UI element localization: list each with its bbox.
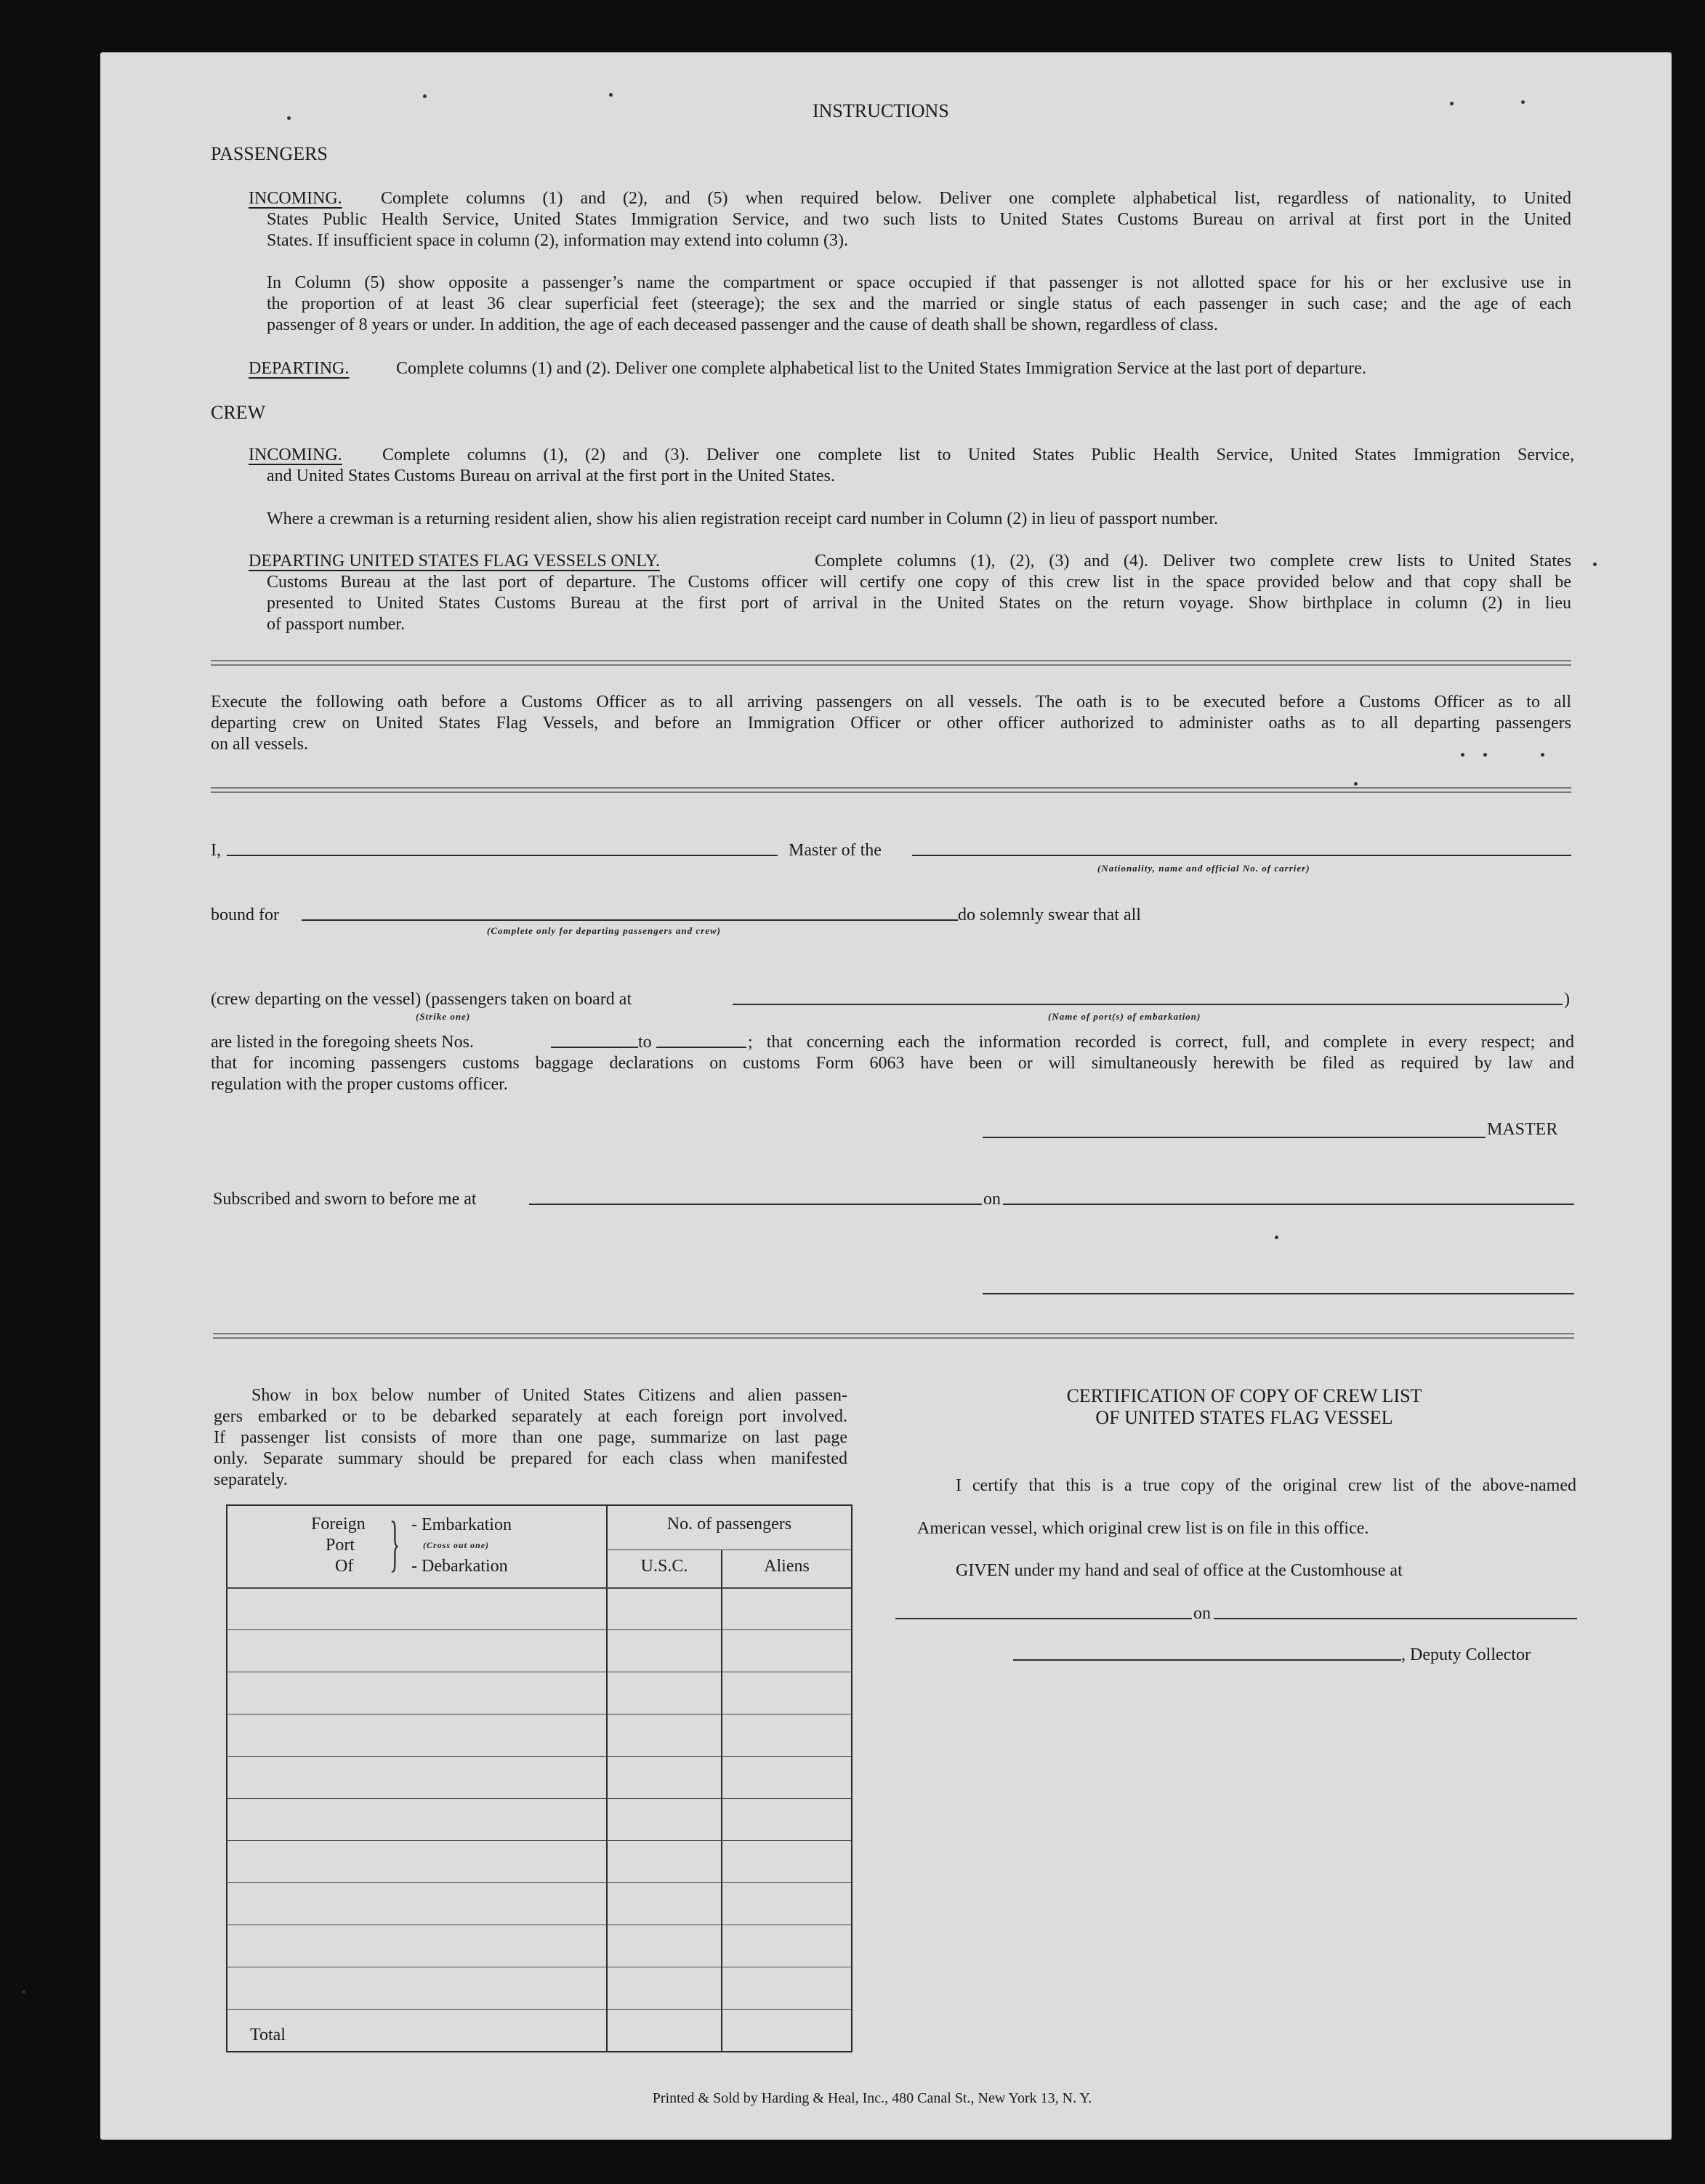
divider bbox=[211, 660, 1571, 666]
oath-i-label: I, bbox=[211, 841, 221, 860]
passengers-incoming-line1: Complete columns (1) and (2), and (5) when required below. Deliver one complete alphabetical list, regardless of nationality, to United bbox=[381, 189, 1571, 208]
scan-speck bbox=[1275, 1236, 1278, 1239]
master-of-the-label: Master of the bbox=[789, 841, 882, 860]
cert-date-field[interactable] bbox=[1214, 1618, 1577, 1619]
table-column-divider bbox=[606, 1504, 608, 2051]
passengers-incoming-line2: States Public Health Service, United States Immigration Service, and two such lists to United States Customs Bureau on arrival at first port in the United bbox=[267, 210, 1571, 229]
master-signature-field[interactable] bbox=[983, 1137, 1486, 1138]
debarkation-label: - Debarkation bbox=[411, 1557, 508, 1576]
summary-line4: only. Separate summary should be prepared for each class when manifested bbox=[214, 1449, 847, 1468]
to-label: to bbox=[638, 1033, 652, 1052]
summary-line2: gers embarked or to be debarked separately at each foreign port involved. bbox=[214, 1407, 847, 1426]
scan-speck bbox=[1521, 100, 1525, 104]
embarkation-label: - Embarkation bbox=[411, 1515, 512, 1534]
total-label: Total bbox=[250, 2026, 286, 2044]
table-row bbox=[226, 1798, 851, 1799]
crew-departing-line2: Customs Bureau at the last port of departure. The Customs officer will certify one copy of this crew list in the space provided below and that copy shall be bbox=[267, 573, 1571, 592]
scan-speck bbox=[1354, 782, 1358, 786]
scan-speck bbox=[22, 1990, 25, 1994]
carrier-caption: (Nationality, name and official No. of carrier) bbox=[1097, 863, 1310, 874]
passengers-departing-label: DEPARTING. bbox=[249, 359, 350, 378]
certification-title-line1: CERTIFICATION OF COPY OF CREW LIST bbox=[1066, 1385, 1422, 1406]
crew-incoming-line2: and United States Customs Bureau on arrival at the first port in the United States. bbox=[267, 467, 835, 485]
ports-caption: (Name of port(s) of embarkation) bbox=[1048, 1011, 1201, 1022]
scan-speck bbox=[423, 94, 427, 98]
customhouse-field[interactable] bbox=[895, 1618, 1192, 1619]
divider bbox=[211, 787, 1571, 793]
of-label: Of bbox=[335, 1557, 354, 1576]
passengers-incoming-line3: States. If insufficient space in column (2), information may extend into column (3). bbox=[267, 231, 849, 250]
oath-line-b: that for incoming passengers customs baggage declarations on customs Form 6063 have been or will simultaneously herewith be filed as required by law and bbox=[211, 1054, 1574, 1073]
table-row bbox=[226, 1840, 851, 1841]
table-column-divider bbox=[721, 1550, 722, 2051]
deputy-signature-field[interactable] bbox=[1013, 1659, 1401, 1661]
bound-for-label: bound for bbox=[211, 906, 279, 924]
crewman-text: Where a crewman is a returning resident alien, show his alien registration receipt card number in Column (2) in lieu of passport number. bbox=[267, 509, 1218, 528]
strike-one-caption: (Strike one) bbox=[416, 1011, 471, 1022]
table-row bbox=[226, 2009, 851, 2010]
divider bbox=[213, 1333, 1574, 1339]
scan-speck bbox=[1593, 563, 1597, 566]
passengers-heading: PASSENGERS bbox=[211, 143, 328, 164]
aliens-header: Aliens bbox=[764, 1557, 810, 1576]
oath-line-c: regulation with the proper customs officer. bbox=[211, 1075, 508, 1094]
column5-line2: the proportion of at least 36 clear superficial feet (steerage); the sex and the married or single status of each passenger in such case; and the age of each bbox=[267, 294, 1571, 313]
port-label: Port bbox=[326, 1536, 355, 1555]
passengers-incoming-label: INCOMING. bbox=[249, 189, 342, 208]
scan-speck bbox=[1450, 102, 1454, 105]
ports-field[interactable] bbox=[733, 1004, 1563, 1005]
printer-footer: Printed & Sold by Harding & Heal, Inc., 480 Canal St., New York 13, N. Y. bbox=[652, 2090, 1092, 2106]
crew-departing-label: DEPARTING UNITED STATES FLAG VESSELS ONLY. bbox=[249, 552, 660, 571]
certify-text: I certify that this is a true copy of the original crew list of the above-named bbox=[956, 1476, 1576, 1495]
column5-line1: In Column (5) show opposite a passenger’s name the compartment or space occupied if that passenger is not allotted space for his or her exclusive use in bbox=[267, 273, 1571, 292]
foreign-label: Foreign bbox=[311, 1515, 366, 1534]
sheet-from-field[interactable] bbox=[551, 1047, 638, 1048]
given-text: GIVEN under my hand and seal of office at the Customhouse at bbox=[956, 1561, 1403, 1580]
scan-speck bbox=[287, 116, 291, 120]
close-paren: ) bbox=[1564, 990, 1570, 1009]
oath-intro-line2: departing crew on United States Flag Vessels, and before an Immigration Officer or other officer authorized to administer oaths as to all departing passengers bbox=[211, 714, 1571, 733]
cert-on-label: on bbox=[1193, 1604, 1211, 1623]
column5-line3: passenger of 8 years or under. In addition, the age of each deceased passenger and the cause of death shall be shown, regardless of class. bbox=[267, 315, 1218, 334]
summary-line5: separately. bbox=[214, 1470, 288, 1489]
oath-intro-line1: Execute the following oath before a Customs Officer as to all arriving passengers on all vessels. The oath is to be executed before a Customs Officer as to all bbox=[211, 693, 1571, 712]
certification-title-line2: OF UNITED STATES FLAG VESSEL bbox=[1095, 1407, 1393, 1428]
table-row bbox=[226, 1629, 851, 1630]
no-of-passengers-header: No. of passengers bbox=[666, 1515, 792, 1534]
crew-passengers-text: (crew departing on the vessel) (passengers taken on board at bbox=[211, 990, 632, 1009]
crew-departing-line4: of passport number. bbox=[267, 615, 405, 634]
sworn-on-date-field[interactable] bbox=[1003, 1204, 1574, 1205]
scan-speck bbox=[1541, 753, 1544, 757]
listed-prefix: are listed in the foregoing sheets Nos. bbox=[211, 1033, 474, 1052]
table-row bbox=[226, 1756, 851, 1757]
deputy-collector-label: , Deputy Collector bbox=[1401, 1645, 1531, 1664]
officer-signature-field[interactable] bbox=[983, 1293, 1574, 1294]
bound-for-caption: (Complete only for departing passengers and crew) bbox=[487, 925, 721, 936]
crew-departing-line3: presented to United States Customs Bureau at the first port of arrival in the United States on the return voyage. Show birthplace in column (2) in lieu bbox=[267, 594, 1571, 613]
table-header-bottom bbox=[226, 1587, 851, 1589]
crew-departing-line1: Complete columns (1), (2), (3) and (4). Deliver two complete crew lists to United States bbox=[815, 552, 1571, 571]
scan-speck bbox=[1483, 753, 1487, 757]
scan-speck bbox=[1461, 753, 1464, 757]
table-row bbox=[226, 1882, 851, 1883]
sheet-to-field[interactable] bbox=[656, 1047, 746, 1048]
scan-speck bbox=[609, 93, 613, 97]
summary-line1: Show in box below number of United States Citizens and alien passen- bbox=[251, 1386, 847, 1405]
oath-intro-line3: on all vessels. bbox=[211, 735, 308, 754]
bound-for-field[interactable] bbox=[302, 919, 958, 921]
instructions-title: INSTRUCTIONS bbox=[813, 100, 949, 121]
summary-line3: If passenger list consists of more than one page, summarize on last page bbox=[214, 1428, 847, 1447]
crew-incoming-line1: Complete columns (1), (2) and (3). Deliver one complete list to United States Public Health Service, United States Immigration Service, bbox=[382, 446, 1574, 464]
master-label: MASTER bbox=[1487, 1120, 1558, 1139]
passengers-departing-text: Complete columns (1) and (2). Deliver one complete alphabetical list to the United States Immigration Service at the last port of departure. bbox=[396, 359, 1366, 378]
solemnly-swear-text: do solemnly swear that all bbox=[958, 906, 1141, 924]
cross-out-caption: (Cross out one) bbox=[423, 1540, 490, 1550]
usc-header: U.S.C. bbox=[640, 1557, 688, 1576]
american-vessel-text: American vessel, which original crew list is on file in this office. bbox=[917, 1519, 1369, 1538]
master-name-field[interactable] bbox=[227, 855, 778, 856]
carrier-field[interactable] bbox=[912, 855, 1571, 856]
brace-glyph: } bbox=[390, 1508, 400, 1578]
crew-incoming-label: INCOMING. bbox=[249, 446, 342, 464]
listed-suffix: ; that concerning each the information recorded is correct, full, and complete in every respect; and bbox=[748, 1033, 1574, 1052]
sworn-on-label: on bbox=[983, 1190, 1001, 1209]
subscribed-text: Subscribed and sworn to before me at bbox=[213, 1190, 477, 1209]
crew-heading: CREW bbox=[211, 402, 266, 423]
sworn-at-field[interactable] bbox=[529, 1204, 982, 1205]
